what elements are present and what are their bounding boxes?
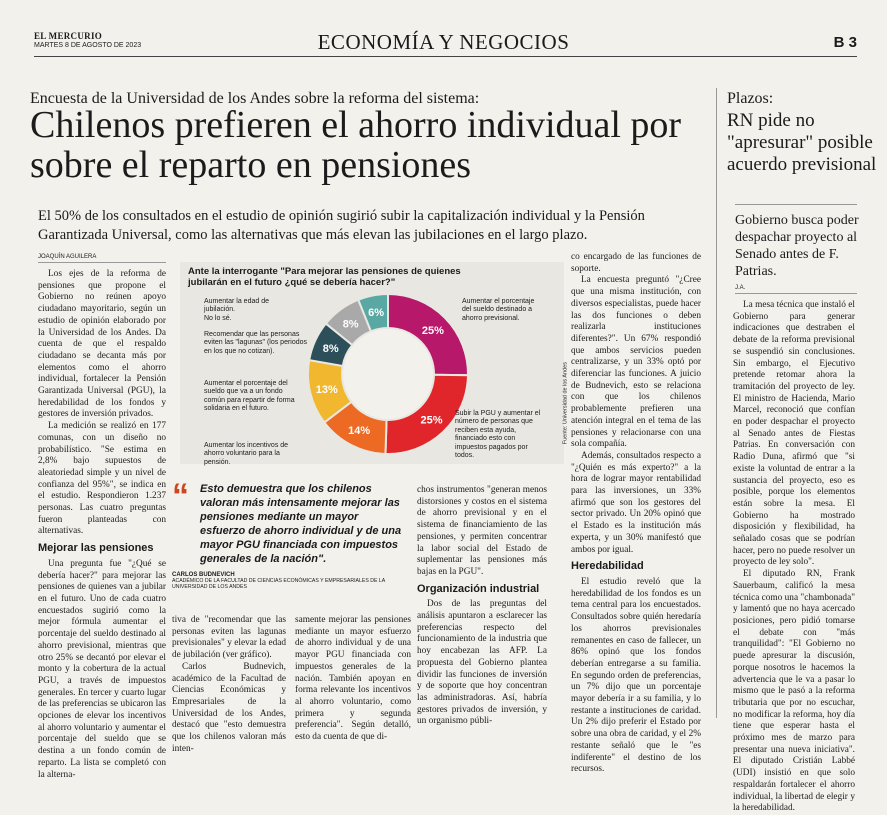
sidebar-rule [735,204,857,205]
quote-text: Esto demuestra que los chilenos valoran más intensamente mejorar las pensiones mediante un mayor esfuerzo de ahorro individual y de una mayor PGU financiada con impuestos generales de la nación". [200,483,402,565]
article-kicker: Encuesta de la Universidad de los Andes sobre la reforma del sistema: [30,90,480,107]
paragraph: Dos de las preguntas del análisis apuntaron a esclarecer las preferencias respecto del funcionamiento de la industria que hoy encabezan las AFP. La propuesta del Gobierno plantea dividir las funciones de inversión y de soporte que hoy concentran las administradoras. Así, habría gestores privados de inversión, y un organismo públi- [417,599,547,727]
paragraph: Una pregunta fue "¿Qué se debería hacer?" para mejorar las pensiones de quienes van a jubilar en el futuro. Uno de cada cuatro encuestados sugirió como la mejor fórmula aumentar el porcentaje del sueldo destinado al ahorro previsional, mientras que otro 25% se decantó por elevar el monto y la cobertura de la actual PGU, a través de impuestos generales. En tercer y cuarto lugar de las preferencias se ubicaron las opciones de elevar los incentivos al ahorro voluntario y aumentar el porcentaje del sueldo que se destina a un fondo común de reparto. La lista se completó con la alterna- [38,558,166,780]
legend-voluntario: Aumentar los incentivos de ahorro voluntario para la pensión. [204,442,289,466]
article-column-4 [571,252,701,776]
paragraph: Además, consultados respecto a "¿Quién es más experto?" a la hora de lograr mayor rentabilidad para las inversiones, un 33% afirmó que son los gestores del sector privado. Un 20% opinó que el Estado es la institución más experta, y un 30% manifestó que ambos por igual. [571,450,701,555]
page-number: B 3 [833,34,857,51]
column-divider [716,88,717,718]
sidebar-headline: RN pide no "apresurar" posible acuerdo previsional [727,110,877,175]
author-rule [38,262,166,263]
article-subheading: Mejorar las pensiones [38,542,154,555]
chart-title: Ante la interrogante "Para mejorar las pensiones de quienes jubilarán en el futuro ¿qué se debería hacer?" [188,266,461,288]
pie-chart-panel [180,262,568,466]
masthead [0,0,887,58]
legend-nolose: No lo sé. [204,315,232,322]
paragraph: samente mejorar las pensiones mediante un mayor esfuerzo de ahorro individual y de una mayor PGU financiada con impuestos generales de la nación. También apoyan en forma relevante los incentivos al ahorro voluntario, como primera y segunda preferencia". Según detalló, esto da cuenta de que di- [295,615,411,743]
sidebar-subhead: Gobierno busca poder despachar proyecto al Senado antes de F. Patrias. [735,213,859,279]
top-rule [34,56,857,57]
article-column-2a [172,615,286,755]
article-subhead: El 50% de los consultados en el estudio de opinión sugirió subir la capitalización individual y la Pensión Garantizada Universal, como las alternativas que más elevan las jubilaciones en el largo plazo. [38,208,645,243]
quote-mark-icon: “ [172,477,189,515]
paragraph: co encargado de las funciones de soporte. [571,252,701,274]
slice-label: 8% [342,318,359,331]
paragraph: Carlos Budnevich, académico de la Facultad de Ciencias Económicas y Empresariales de la Universidad de los Andes, destacó que "esto demuestra que los chilenos valoran más inten- [172,661,286,754]
article-subheading: Organización industrial [417,582,540,595]
paragraph: La encuesta preguntó "¿Cree que una misma institución, con diversos especialistas, puede hacer las dos funciones o deben realizarla instituciones diferentes?". Un 67% respondió que ambos servicios pueden centralizarse, y un 33% optó por diferenciar las funciones. A juicio de Budnevich, esto se relaciona con que los chilenos probablemente prefieren una atención integral en el tema de las pensiones y relacionarse con una sola compañía. [571,275,701,450]
paragraph: El diputado RN, Frank Sauerbaum, calificó la mesa técnica como una "chambonada" y lamentó que no haya acercado posiciones, pero pidió tomarse el debate con "más tranquilidad": "El Gobierno no puede apresurar la discusión, porque nosotros le hacemos la advertencia que le va a pasar lo mismo que le pasó a la reforma tributaria que por no escuchar, no modificar la reforma, hoy día tiene que esperar hasta el próximo mes de marzo para presentar una nueva iniciativa". El diputado Cristián Labbé (UDI) insistió en que solo respaldarán fortalecer el ahorro individual, la libertad de elegir y la heredabilidad. [733,569,855,814]
legend-edad: Aumentar la edad de jubilación. [204,298,269,314]
newspaper-name: EL MERCURIO [34,31,103,41]
paragraph: Los ejes de la reforma de pensiones que propone el Gobierno no reúnen apoyo ciudadano mayoritario, según un estudio de opinión elaborado por la Universidad de los Andes. Da cuenta de que el respaldo ciudadano se decanta más por elementos como el ahorro individual, fortalecer la Pensión Garantizada Universal (PGU), la heredabilidad de los fondos y gestores de inversión privados. [38,269,166,420]
legend-pgu: Subir la PGU y aumentar el número de personas que reciben esta ayuda, financiado esto con impuestos pagados por todos. [455,410,541,460]
slice-label: 13% [315,383,338,396]
paragraph: La mesa técnica que instaló el Gobierno para generar indicaciones que destraben el debate de la reforma previsional se suspendió sin conclusiones. Sin embargo, el Ejecutivo pretende retomar ahora la tramitación del proyecto de ley. El ministro de Hacienda, Mario Marcel, reconoció que confían en poder despachar el proyecto al Senado antes de Fiestas Patrias. En conversación con Radio Duna, afirmó que "si existe la voluntad de entrar a la sustancia del proyecto, eso es posible, porque los elementos están sobre la mesa. El Gobierno ha mostrado disposición y flexibilidad, ha señalado cosas que se podrían hacer, pero no puede resolver un proyecto de ley solo". [733,300,855,568]
quote-name: CARLOS BUDNEVICH [172,572,235,578]
slice-label: 14% [348,424,371,437]
section-title: ECONOMÍA Y NEGOCIOS [317,30,570,54]
slice-label: 8% [322,342,339,355]
legend-lagunas: Recomendar que las personas eviten las "lagunas" (los periodos en los que no cotizan). [204,331,308,355]
donut-hole [343,329,433,419]
article-author: JOAQUÍN AGUILERA [38,254,97,260]
quote-role: ACADÉMICO DE LA FACULTAD DE CIENCIAS ECONÓMICAS Y EMPRESARIALES DE LA UNIVERSIDAD DE LOS ANDES [172,578,385,590]
legend-fondo-comun: Aumentar el porcentaje del sueldo que va a un fondo común para repartir de forma solidaria en el futuro. [204,380,295,413]
sidebar-kicker: Plazos: [727,90,774,107]
slice-label: 25% [421,324,444,337]
slice-label: 25% [420,414,443,427]
article-subheading: Heredabilidad [571,560,644,573]
article-headline: Chilenos prefieren el ahorro individual por sobre el reparto en pensiones [30,104,682,186]
chart-source: Fuente: Universidad de los Andes [562,362,568,445]
paragraph: La medición se realizó en 177 comunas, con un diseño no probabilístico. "Se estima en 2,8% bajo supuestos de aleatoriedad simple y un nivel de confianza del 95%", se indica en el estudio. Respondieron 1.237 personas. Las cuatro preguntas fueron planteadas con alternativas. [38,421,166,537]
legend-porcentaje-sueldo: Aumentar el porcentaje del sueldo destinado a ahorro previsional. [462,298,535,322]
sidebar-author-rule [735,293,857,294]
issue-date: MARTES 8 DE AGOSTO DE 2023 [34,42,142,49]
paragraph: tiva de "recomendar que las personas eviten las lagunas previsionales" y elevar la edad de jubilación (ver gráfico). [172,615,286,661]
paragraph: chos instrumentos "generan menos distorsiones y costos en el sistema de ahorro previsional y en el sistema de financiamiento de las pensiones, y permiten concentrar la labor social del Estado de suplementar las pensiones más bajas en la PGU". [417,485,547,577]
sidebar-column [733,300,855,815]
article-column-1 [38,269,166,781]
sidebar-author: J.A. [735,285,746,291]
paragraph: El estudio reveló que la heredabilidad de los fondos es un tema central para los encuestados. Consultados sobre quién heredaría los ahorros previsionales remanentes en caso de fallecer, un 86% opinó que los fondos deberían entregarse a su familia. En segundo orden de preferencias, un 7% dijo que un porcentaje mayor debería ir a su familia, y lo restante a instituciones de caridad. Un 2% dijo preferir el Estado por sobre una obra de caridad, y el 2% restante señaló que le "es indiferente" el destino de los recursos. [571,576,701,775]
article-column-2b [295,615,411,744]
pull-quote [172,477,404,590]
slice-label: 6% [368,307,385,320]
article-column-3 [417,485,547,728]
